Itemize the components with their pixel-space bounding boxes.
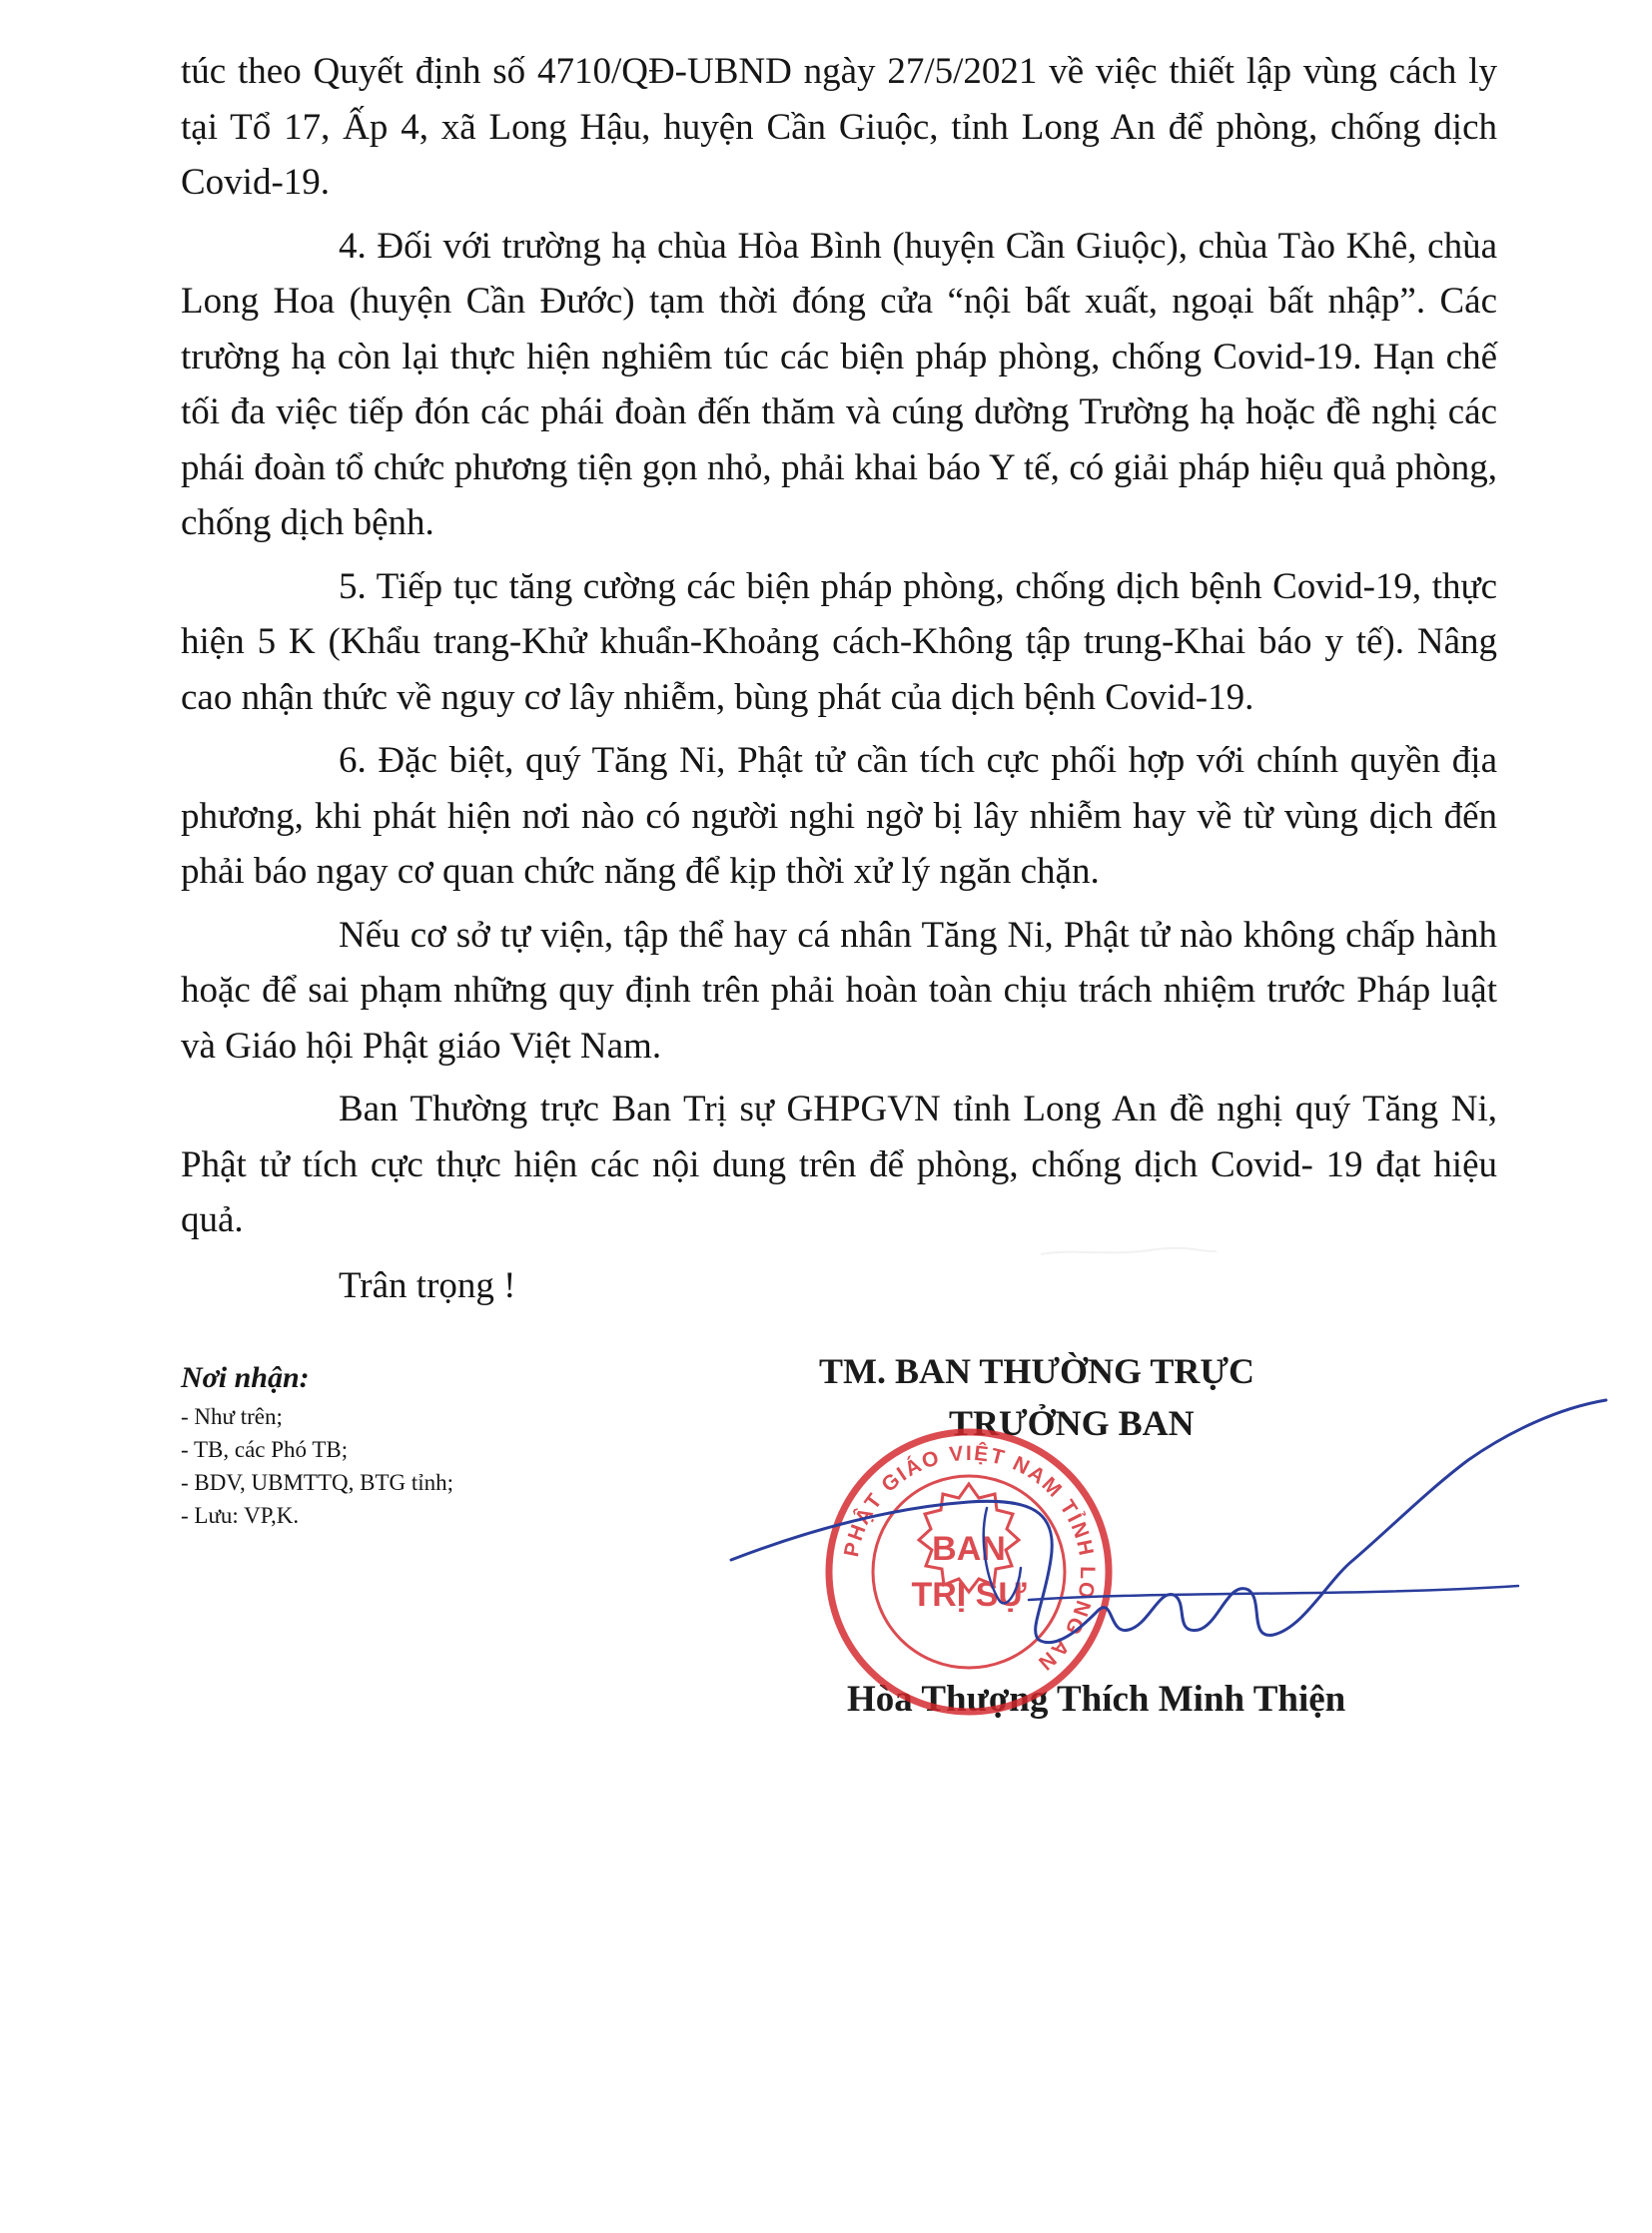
faint-scan-mark (1039, 1242, 1219, 1262)
recipient-item: - Lưu: VP,K. (181, 1503, 300, 1528)
paragraph-item-4: 4. Đối với trường hạ chùa Hòa Bình (huyện Cần Giuộc), chùa Tào Khê, chùa Long Hoa (huyện Cần Đước) tạm thời đóng cửa “nội bất xuất, ngoại bất nhập”. Các trường hạ còn lại thực hiện nghiêm túc các biện pháp phòng, chống Covid-19. Hạn chế tối đa việc tiếp đón các phái đoàn đến thăm và cúng dường Trường hạ hoặc đề nghị các phái đoàn tổ chức phương tiện gọn nhỏ, phải khai báo Y tế, có giải pháp hiệu quả phòng, chống dịch bệnh. (181, 225, 1497, 543)
signer-name: Hòa Thượng Thích Minh Thiện (847, 1679, 1346, 1720)
paragraph-penalty-note: Nếu cơ sở tự viện, tập thể hay cá nhân Tăng Ni, Phật tử nào không chấp hành hoặc để sai phạm những quy định trên phải hoàn toàn chịu trách nhiệm trước Pháp luật và Giáo hội Phật giáo Việt Nam. (181, 914, 1497, 1067)
handwritten-signature (729, 1390, 1608, 1710)
recipients-list (181, 1400, 700, 1532)
signer-organization-title: TM. BAN THƯỜNG TRỰC (819, 1351, 1255, 1391)
signer-position-title: TRƯỞNG BAN (949, 1403, 1195, 1443)
svg-text:BAN: BAN (932, 1530, 1006, 1568)
svg-text:PHẬT GIÁO VIỆT NAM TỈNH LONG A: PHẬT GIÁO VIỆT NAM TỈNH LONG AN (839, 1441, 1100, 1676)
paragraph-item-6: 6. Đặc biệt, quý Tăng Ni, Phật tử cần tích cực phối hợp với chính quyền địa phương, khi phát hiện nơi nào có người nghi ngờ bị lây nhiễm hay về từ vùng dịch đến phải báo ngay cơ quan chức năng để kịp thời xử lý ngăn chặn. (181, 740, 1497, 892)
recipient-item: - BDV, UBMTTQ, BTG tỉnh; (181, 1470, 454, 1495)
paragraph-item-5: 5. Tiếp tục tăng cường các biện pháp phòng, chống dịch bệnh Covid-19, thực hiện 5 K (Khẩu trang-Khử khuẩn-Khoảng cách-Không tập trung-Khai báo y tế). Nâng cao nhận thức về nguy cơ lây nhiễm, bùng phát của dịch bệnh Covid-19. (181, 565, 1497, 718)
closing-salutation: Trân trọng ! (339, 1264, 516, 1306)
paragraph-request: Ban Thường trực Ban Trị sự GHPGVN tỉnh Long An đề nghị quý Tăng Ni, Phật tử tích cực thực hiện các nội dung trên để phòng, chống dịch Covid- 19 đạt hiệu quả. (181, 1089, 1497, 1240)
recipients-block (181, 1360, 700, 1532)
recipient-item: - Như trên; (181, 1404, 283, 1429)
recipients-heading: Nơi nhận: (181, 1361, 310, 1394)
document-body (181, 44, 1497, 1321)
paragraph-continuation: túc theo Quyết định số 4710/QĐ-UBND ngày 27/5/2021 về việc thiết lập vùng cách ly tại Tổ 17, Ấp 4, xã Long Hậu, huyện Cần Giuộc, tỉnh Long An để phòng, chống dịch Covid-19. (181, 51, 1497, 203)
recipient-item: - TB, các Phó TB; (181, 1437, 349, 1462)
svg-text:TRỊ SỰ: TRỊ SỰ (911, 1576, 1027, 1614)
